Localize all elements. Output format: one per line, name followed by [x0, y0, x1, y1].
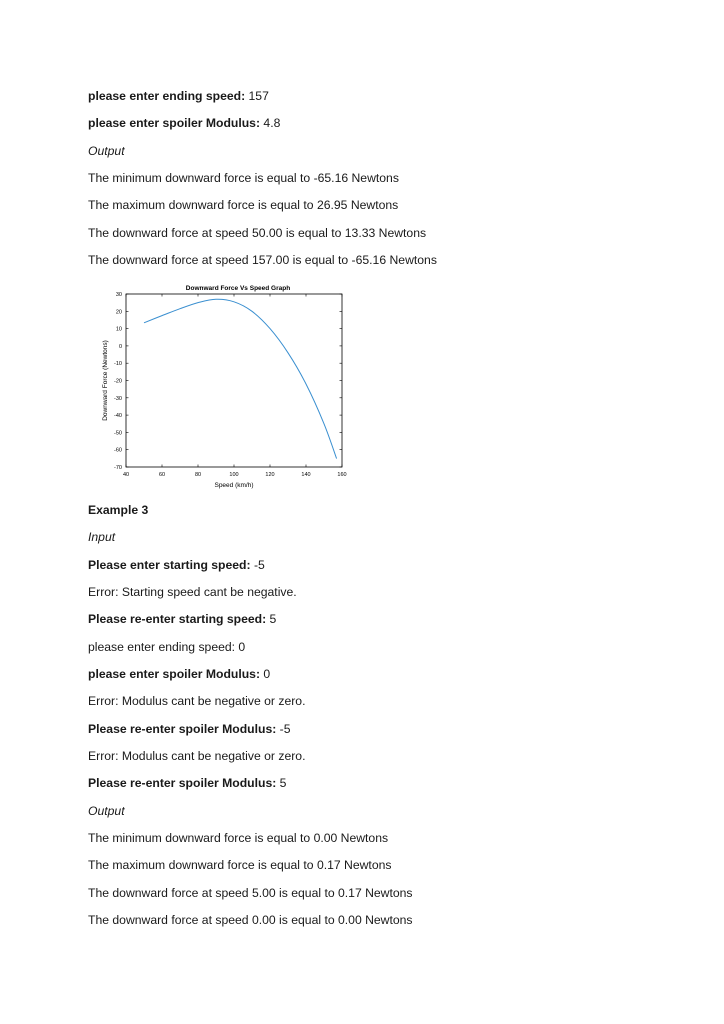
output-line: The minimum downward force is equal to 0.00 Newtons [88, 831, 389, 845]
x-axis-label: Speed (km/h) [214, 482, 254, 489]
downward-force-chart [98, 283, 354, 493]
prompt-value: 157 [245, 89, 269, 103]
y-tick-label: -30 [114, 395, 122, 402]
prompt-label: please enter spoiler Modulus: [88, 667, 261, 681]
error-line: Error: Starting speed cant be negative. [88, 585, 297, 599]
output-line: The downward force at speed 0.00 is equal to 0.00 Newtons [88, 913, 413, 927]
prompt-value: -5 [276, 722, 291, 736]
y-tick-label: -60 [114, 447, 122, 454]
prompt-label: please enter spoiler Modulus: [88, 116, 261, 130]
x-tick-label: 140 [301, 472, 311, 478]
y-tick-label: 10 [115, 326, 122, 333]
x-tick-label: 80 [194, 472, 202, 478]
prompt-value: 4.8 [260, 116, 281, 130]
prompt-starting-speed [88, 557, 265, 573]
x-tick-label: 60 [158, 472, 166, 478]
y-tick-label: -70 [114, 465, 122, 471]
y-tick-label: -40 [114, 413, 122, 420]
output-line: The minimum downward force is equal to -65.16 Newtons [88, 171, 399, 185]
y-tick-label: -50 [114, 430, 122, 437]
y-axis-label: Downward Force (Newtons) [102, 340, 109, 421]
error-line: Error: Modulus cant be negative or zero. [88, 749, 306, 763]
prompt-label: Please re-enter spoiler Modulus: [88, 722, 277, 736]
x-tick-label: 120 [265, 472, 275, 478]
output-line: The downward force at speed 5.00 is equal to 0.17 Newtons [88, 886, 413, 900]
y-tick-label: 0 [118, 343, 122, 350]
example-heading: Example 3 [88, 503, 149, 517]
y-tick-label: 30 [115, 292, 122, 298]
output-line: The downward force at speed 157.00 is equal to -65.16 Newtons [88, 253, 437, 267]
output-line: The downward force at speed 50.00 is equal to 13.33 Newtons [88, 226, 427, 240]
output-line: The maximum downward force is equal to 0.17 Newtons [88, 858, 392, 872]
x-tick-label: 100 [229, 472, 239, 478]
y-tick-label: -10 [114, 361, 122, 368]
error-line: Error: Modulus cant be negative or zero. [88, 694, 306, 708]
prompt-ending-speed [88, 88, 269, 104]
output-heading: Output [88, 804, 125, 818]
prompt-value: 5 [276, 776, 287, 790]
prompt-value: -5 [250, 558, 265, 572]
prompt-label: Please re-enter spoiler Modulus: [88, 776, 277, 790]
output-heading: Output [88, 144, 125, 158]
x-tick-label: 160 [337, 472, 347, 478]
prompt-ending-speed: please enter ending speed: 0 [88, 640, 246, 654]
prompt-label: Please re-enter starting speed: [88, 612, 267, 626]
prompt-value: 5 [266, 612, 277, 626]
prompt-reenter-spoiler-modulus [88, 721, 291, 737]
plot-area [126, 294, 342, 467]
prompt-value: 0 [260, 667, 271, 681]
output-line: The maximum downward force is equal to 26.95 Newtons [88, 198, 399, 212]
input-heading: Input [88, 530, 116, 544]
prompt-label: Please enter starting speed: [88, 558, 251, 572]
y-tick-label: -20 [114, 378, 122, 385]
x-tick-label: 40 [122, 472, 130, 478]
chart-title: Downward Force Vs Speed Graph [185, 285, 291, 292]
prompt-spoiler-modulus [88, 666, 270, 682]
prompt-spoiler-modulus [88, 115, 280, 131]
prompt-reenter-starting-speed [88, 611, 276, 627]
prompt-reenter-spoiler-modulus [88, 775, 286, 791]
prompt-label: please enter ending speed: [88, 89, 246, 103]
y-tick-label: 20 [115, 309, 122, 316]
